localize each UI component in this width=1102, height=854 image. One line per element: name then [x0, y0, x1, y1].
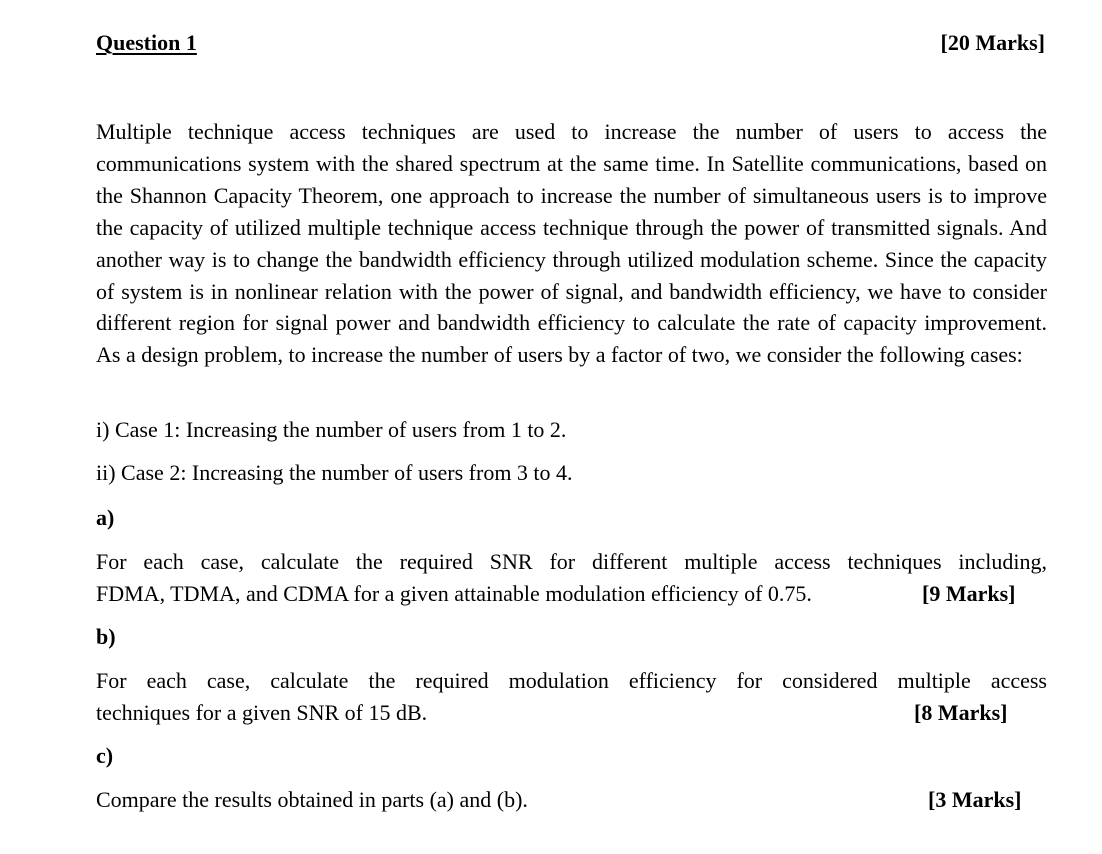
question-header [96, 30, 1045, 62]
part-c-text [96, 784, 1047, 816]
case-2-text: ii) Case 2: Increasing the number of users from 3 to 4. [96, 460, 573, 485]
part-c-line-1: Compare the results obtained in parts (a) and (b). [96, 787, 528, 812]
part-b-text [96, 665, 1047, 729]
part-b-line-2-row [96, 697, 1047, 729]
part-a-line-2-row [96, 578, 1047, 610]
part-b-label: b) [96, 624, 116, 649]
case-1-text: i) Case 1: Increasing the number of users from 1 to 2. [96, 417, 567, 442]
part-a-line-2: FDMA, TDMA, and CDMA for a given attainable modulation efficiency of 0.75. [96, 580, 812, 606]
intro-paragraph: Multiple technique access techniques are used to increase the number of users to access the communications system with the shared spectrum at the same time. In Satellite communications, based on the Shannon Capacity Theorem, one approach to increase the number of simultaneous users is to improve the capacity of utilized multiple technique access technique through the power of transmitted signals. And another way is to change the bandwidth efficiency through utilized modulation scheme. Since the capacity of system is in nonlinear relation with the power of signal, and bandwidth efficiency, we have to consider different region for signal power and bandwidth efficiency to calculate the rate of capacity improvement. As a design problem, to increase the number of users by a factor of two, we consider the following cases: [96, 119, 1047, 368]
part-a-text [96, 546, 1047, 610]
question-title: Question 1 [96, 30, 197, 55]
part-b-line-1: For each case, calculate the required modulation efficiency for considered multiple access [96, 668, 1047, 693]
part-a-label: a) [96, 505, 115, 530]
part-c-label: c) [96, 743, 114, 768]
part-a-line-1: For each case, calculate the required SNR for different multiple access techniques including, [96, 549, 1047, 574]
part-b-marks: [8 Marks] [914, 699, 1008, 725]
part-b-line-2: techniques for a given SNR of 15 dB. [96, 699, 428, 725]
part-a-marks: [9 Marks] [922, 580, 1016, 606]
question-total-marks: [20 Marks] [940, 30, 1045, 55]
part-c-marks: [3 Marks] [928, 787, 1022, 812]
